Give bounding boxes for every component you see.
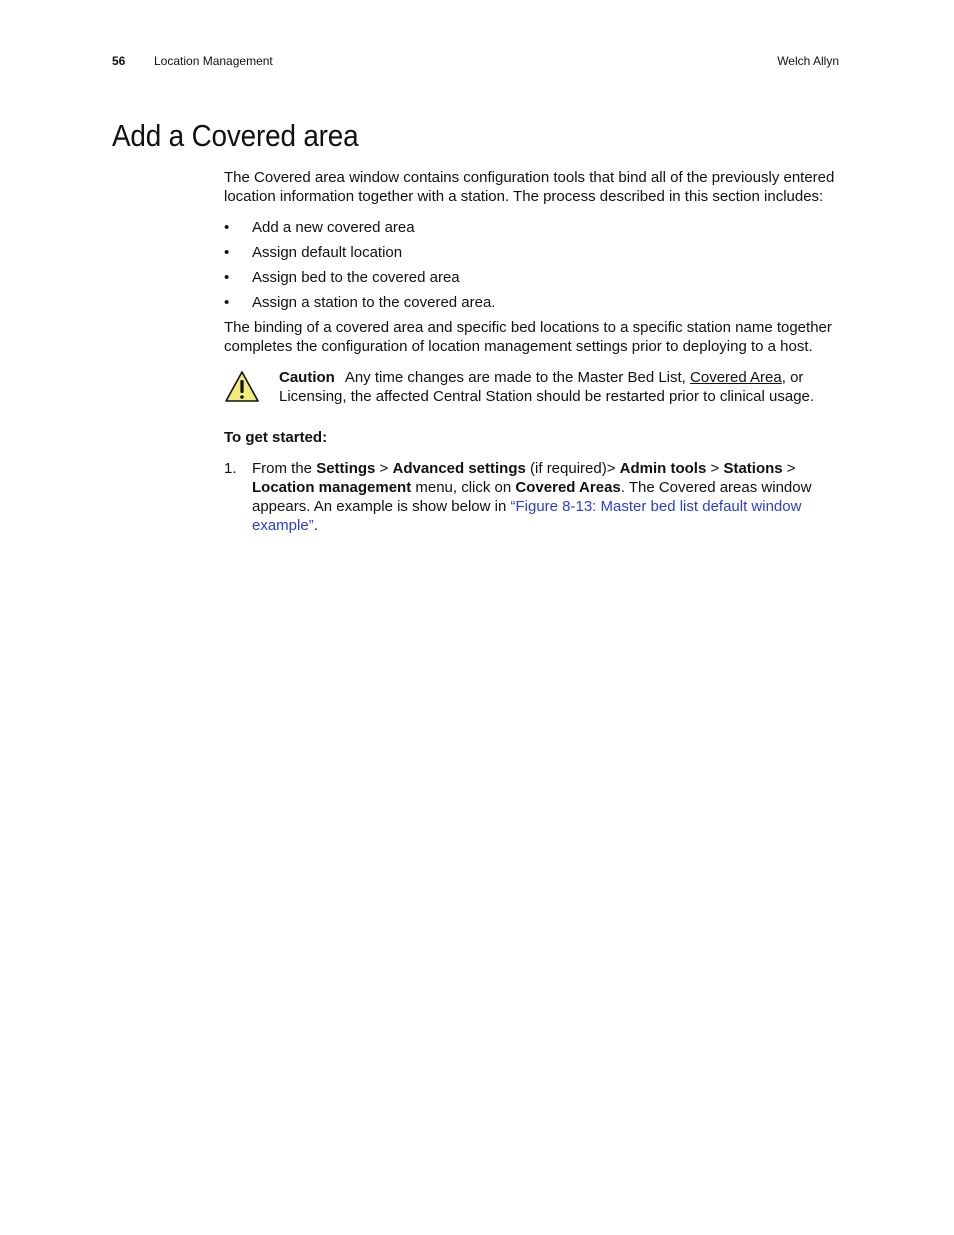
caution-note — [224, 368, 840, 408]
step-text: menu, click on — [411, 479, 516, 496]
step-text: (if required)> — [525, 460, 620, 477]
menu-stations: Stations — [723, 460, 783, 477]
figure-cross-reference-link[interactable]: “Figure 8-13: Master bed list default window example” — [252, 498, 802, 534]
bullet-marker: • — [224, 294, 230, 311]
caution-text-before: Any time changes are made to the Master Bed List, — [344, 369, 691, 386]
binding-paragraph: The binding of a covered area and specific bed locations to a specific station name together completes the configuration of location management settings prior to deploying to a host. — [224, 319, 832, 355]
page-header — [112, 52, 839, 70]
step-text: > — [706, 460, 724, 477]
bullet-marker: • — [224, 219, 230, 236]
list-item-text: Assign default location — [252, 244, 403, 261]
page-title: Add a Covered area — [112, 118, 359, 153]
bullet-marker: • — [224, 269, 230, 286]
step-text: From the — [252, 460, 317, 477]
main-content — [224, 168, 840, 535]
list-item — [224, 218, 840, 237]
menu-settings: Settings — [316, 460, 376, 477]
intro-paragraph: The Covered area window contains configuration tools that bind all of the previously entered location information together with a station. The process described in this section includes: — [224, 169, 835, 205]
list-item-text: Add a new covered area — [252, 219, 415, 236]
step-text: > — [375, 460, 393, 477]
caution-text-after: , or Licensing, the affected Central Station should be restarted prior to clinical usage. — [279, 369, 815, 405]
step-text: > — [782, 460, 796, 477]
header-brand: Welch Allyn — [777, 54, 839, 68]
list-item — [224, 243, 840, 262]
list-item-text: Assign a station to the covered area. — [252, 294, 496, 311]
subheading: To get started: — [224, 429, 328, 446]
menu-covered-areas: Covered Areas — [515, 479, 621, 496]
bullet-marker: • — [224, 244, 230, 261]
bullet-list — [224, 218, 840, 312]
list-item-text: Assign bed to the covered area — [252, 269, 460, 286]
caution-underlined-term: Covered Area — [690, 369, 782, 386]
caution-label: Caution — [279, 369, 335, 386]
step-text: . The Covered areas window appears. An example is show below in — [252, 479, 812, 515]
page-number: 56 — [112, 54, 126, 68]
step-number: 1. — [224, 460, 237, 477]
menu-admin-tools: Admin tools — [619, 460, 707, 477]
step-text: . — [313, 517, 318, 534]
menu-advanced-settings: Advanced settings — [392, 460, 526, 477]
warning-triangle-icon — [224, 370, 260, 404]
list-item — [224, 268, 840, 287]
header-section-name: Location Management — [154, 54, 273, 68]
step-item — [224, 459, 840, 535]
list-item — [224, 293, 840, 312]
steps-list — [224, 459, 840, 535]
menu-location-management: Location management — [252, 479, 412, 496]
